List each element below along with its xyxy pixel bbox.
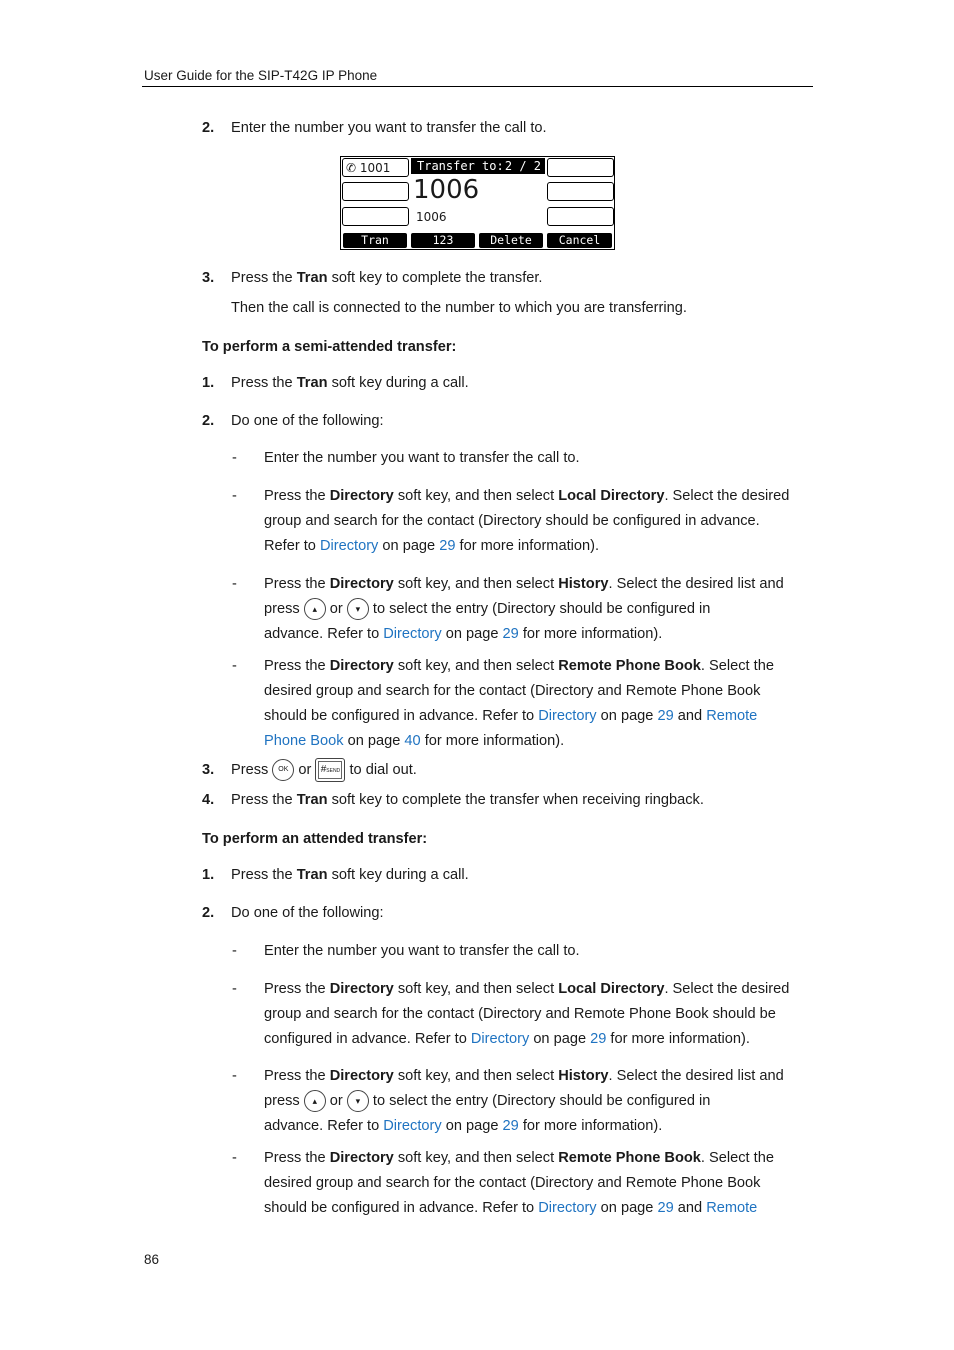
up-arrow-key-icon: ▴ [304, 598, 326, 620]
step-text: Enter the number you want to transfer the call to. [231, 120, 547, 136]
option-text: Enter the number you want to transfer the call to. [264, 450, 580, 466]
lcd-title: Transfer to: [417, 159, 504, 173]
link-page[interactable]: 29 [439, 538, 456, 554]
step-number: 1. [202, 867, 215, 883]
link-directory[interactable]: Directory [538, 1200, 597, 1216]
softkey-123: 123 [411, 233, 475, 248]
line-key-3 [342, 207, 409, 226]
option-text: Press the Directory soft key, and then select History. Select the desired list and press ▴ or ▾ to select the entry (Directory should be configured in advance. Refer to Directory on page 29 for more information). [264, 576, 784, 642]
down-arrow-key-icon: ▾ [347, 598, 369, 620]
step-number: 3. [202, 270, 215, 286]
phone-lcd-screenshot [340, 156, 615, 250]
link-page[interactable]: 29 [502, 1118, 519, 1134]
bullet-dash: - [232, 488, 237, 504]
bullet-dash: - [232, 1150, 237, 1166]
header-rule [142, 86, 813, 87]
step-number: 4. [202, 792, 215, 808]
ok-key-icon: OK [272, 759, 294, 781]
up-arrow-key-icon: ▴ [304, 1090, 326, 1112]
step-note: Then the call is connected to the number to which you are transferring. [231, 300, 687, 316]
lcd-title-bar [411, 158, 545, 174]
link-page[interactable]: 29 [502, 626, 519, 642]
step-number: 2. [202, 905, 215, 921]
lcd-page-indicator: 2 / 2 [504, 159, 541, 173]
option-text: Press the Directory soft key, and then select Remote Phone Book. Select the desired group and search for the contact (Directory and Remote Phone Book should be configured in advance. Refer to Directory on page 29 and Remote Phone Book on page 40 for more information). [264, 658, 774, 749]
line-key-2 [342, 182, 409, 201]
step-text: Press the Tran soft key during a call. [231, 867, 469, 883]
send-key-icon: #SEND [315, 758, 345, 782]
link-remote-phone-book[interactable]: Remote [706, 1200, 758, 1216]
bullet-dash: - [232, 981, 237, 997]
line-key-6 [547, 207, 614, 226]
step-text: Press the Tran soft key during a call. [231, 375, 469, 391]
link-remote-phone-book[interactable]: Phone Book [264, 733, 344, 749]
option-text: Enter the number you want to transfer the call to. [264, 943, 580, 959]
link-page[interactable]: 40 [404, 733, 421, 749]
step-text: Do one of the following: [231, 413, 384, 429]
running-header: User Guide for the SIP-T42G IP Phone [144, 68, 378, 83]
section-heading-attended: To perform an attended transfer: [202, 831, 428, 847]
option-text: Press the Directory soft key, and then select Local Directory. Select the desired group and search for the contact (Directory should be configured in advance. Refer to Directory on page 29 for more information). [264, 488, 790, 554]
phone-handset-icon: ✆ [346, 161, 357, 175]
step-number: 2. [202, 413, 215, 429]
lcd-entered-number: 1006 [413, 175, 480, 205]
link-directory[interactable]: Directory [383, 626, 442, 642]
option-text: Press the Directory soft key, and then select History. Select the desired list and press ▴ or ▾ to select the entry (Directory should be configured in advance. Refer to Directory on page 29 for more information). [264, 1068, 784, 1134]
lcd-number-preview: 1006 [416, 210, 447, 224]
bullet-dash: - [232, 1068, 237, 1084]
line-key-1 [342, 158, 409, 177]
line-key-5 [547, 182, 614, 201]
step-text: Press OK or #SEND to dial out. [231, 758, 417, 783]
step-number: 1. [202, 375, 215, 391]
bullet-dash: - [232, 658, 237, 674]
step-number: 2. [202, 120, 215, 136]
option-text: Press the Directory soft key, and then select Remote Phone Book. Select the desired group and search for the contact (Directory and Remote Phone Book should be configured in advance. Refer to Directory on page 29 and Remote [264, 1150, 774, 1216]
line-key-label: 1001 [359, 161, 391, 175]
line-key-4 [547, 158, 614, 177]
softkey-tran: Tran [343, 233, 407, 248]
step-text: Do one of the following: [231, 905, 384, 921]
down-arrow-key-icon: ▾ [347, 1090, 369, 1112]
page-number: 86 [144, 1252, 160, 1267]
softkey-cancel: Cancel [547, 233, 612, 248]
bullet-dash: - [232, 943, 237, 959]
bullet-dash: - [232, 576, 237, 592]
link-page[interactable]: 29 [657, 1200, 674, 1216]
link-page[interactable]: 29 [590, 1031, 607, 1047]
step-number: 3. [202, 762, 215, 778]
link-directory[interactable]: Directory [319, 538, 379, 554]
link-remote-phone-book[interactable]: Remote [706, 708, 758, 724]
step-text: Press the Tran soft key to complete the transfer when receiving ringback. [231, 792, 704, 808]
link-directory[interactable]: Directory [470, 1031, 530, 1047]
bullet-dash: - [232, 450, 237, 466]
softkey-delete: Delete [479, 233, 543, 248]
link-directory[interactable]: Directory [538, 708, 597, 724]
option-text: Press the Directory soft key, and then select Local Directory. Select the desired group and search for the contact (Directory and Remote Phone Book should be configured in advance. Refer to Directory on page 29 for more information). [264, 981, 790, 1047]
step-text: Press the Tran soft key to complete the transfer. [231, 270, 543, 286]
section-heading-semi-attended: To perform a semi-attended transfer: [202, 339, 457, 355]
link-page[interactable]: 29 [657, 708, 674, 724]
link-directory[interactable]: Directory [383, 1118, 442, 1134]
